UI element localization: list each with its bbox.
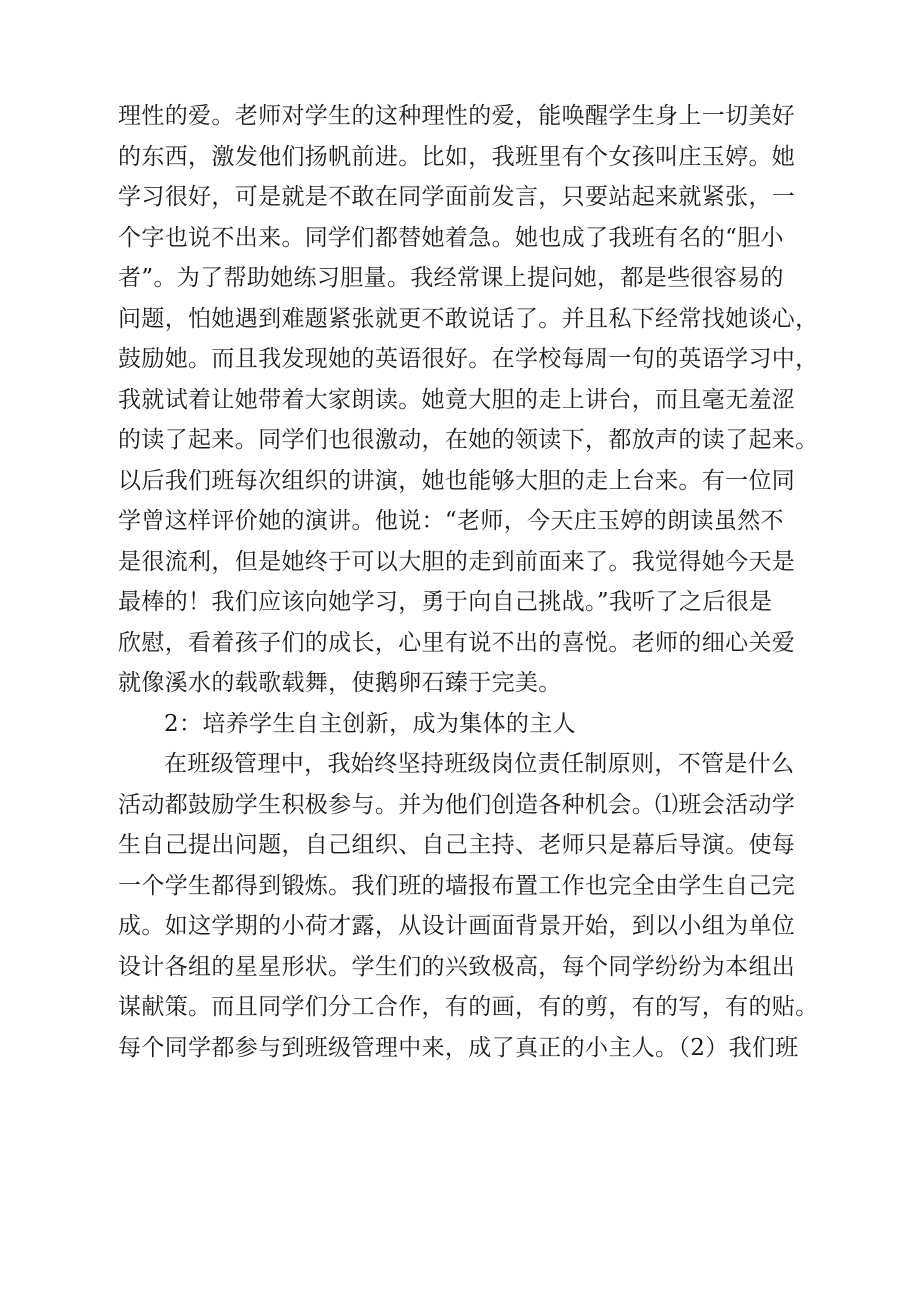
- text-line: 生自己提出问题，自己组织、自己主持、老师只是幕后导演。使每: [118, 832, 796, 858]
- text-line: 欣慰，看着孩子们的成长，心里有说不出的喜悦。老师的细心关爱: [118, 630, 796, 656]
- text-line: 每个同学都参与到班级管理中来，成了真正的小主人。（2）我们班: [118, 1035, 799, 1061]
- text-line: 鼓励她。而且我发现她的英语很好。在学校每周一句的英语学习中，: [118, 346, 819, 372]
- text-line: 一个学生都得到锻炼。我们班的墙报布置工作也完全由学生自己完: [118, 873, 796, 899]
- text-line: 设计各组的星星形状。学生们的兴致极高，每个同学纷纷为本组出: [118, 954, 796, 980]
- text-line: 是很流利，但是她终于可以大胆的走到前面来了。我觉得她今天是: [118, 549, 796, 575]
- paragraph-first-line: 在班级管理中，我始终坚持班级岗位责任制原则，不管是什么: [164, 751, 795, 777]
- text-line: 以后我们班每次组织的讲演，她也能够大胆的走上台来。有一位同: [118, 468, 796, 494]
- text-line: 活动都鼓励学生积极参与。并为他们创造各种机会。⑴班会活动学: [118, 792, 796, 818]
- text-line: 谋献策。而且同学们分工合作，有的画，有的剪，有的写，有的贴。: [118, 994, 819, 1020]
- text-line: 的东西，激发他们扬帆前进。比如，我班里有个女孩叫庄玉婷。她: [118, 144, 796, 170]
- text-line: 学曾这样评价她的演讲。他说：“老师，今天庄玉婷的朗读虽然不: [118, 508, 784, 534]
- text-line: 者”。为了帮助她练习胆量。我经常课上提问她，都是些很容易的: [118, 265, 784, 291]
- text-line: 最棒的！我们应该向她学习，勇于向自己挑战。”我听了之后很是: [118, 589, 773, 615]
- text-line: 学习很好，可是就是不敢在同学面前发言，只要站起来就紧张，一: [118, 184, 796, 210]
- text-line: 的读了起来。同学们也很激动，在她的领读下，都放声的读了起来。: [118, 427, 819, 453]
- text-line: 就像溪水的载歌载舞，使鹅卵石臻于完美。: [118, 670, 562, 696]
- text-line: 问题，怕她遇到难题紧张就更不敢说话了。并且私下经常找她谈心，: [118, 306, 819, 332]
- text-line: 我就试着让她带着大家朗读。她竟大胆的走上讲台，而且毫无羞涩: [118, 387, 796, 413]
- text-line: 成。如这学期的小荷才露，从设计画面背景开始，到以小组为单位: [118, 913, 796, 939]
- text-line: 个字也说不出来。同学们都替她着急。她也成了我班有名的“胆小: [118, 225, 784, 251]
- text-line: 理性的爱。老师对学生的这种理性的爱，能唤醒学生身上一切美好: [118, 103, 796, 129]
- section-heading: 2：培养学生自主创新，成为集体的主人: [164, 711, 576, 737]
